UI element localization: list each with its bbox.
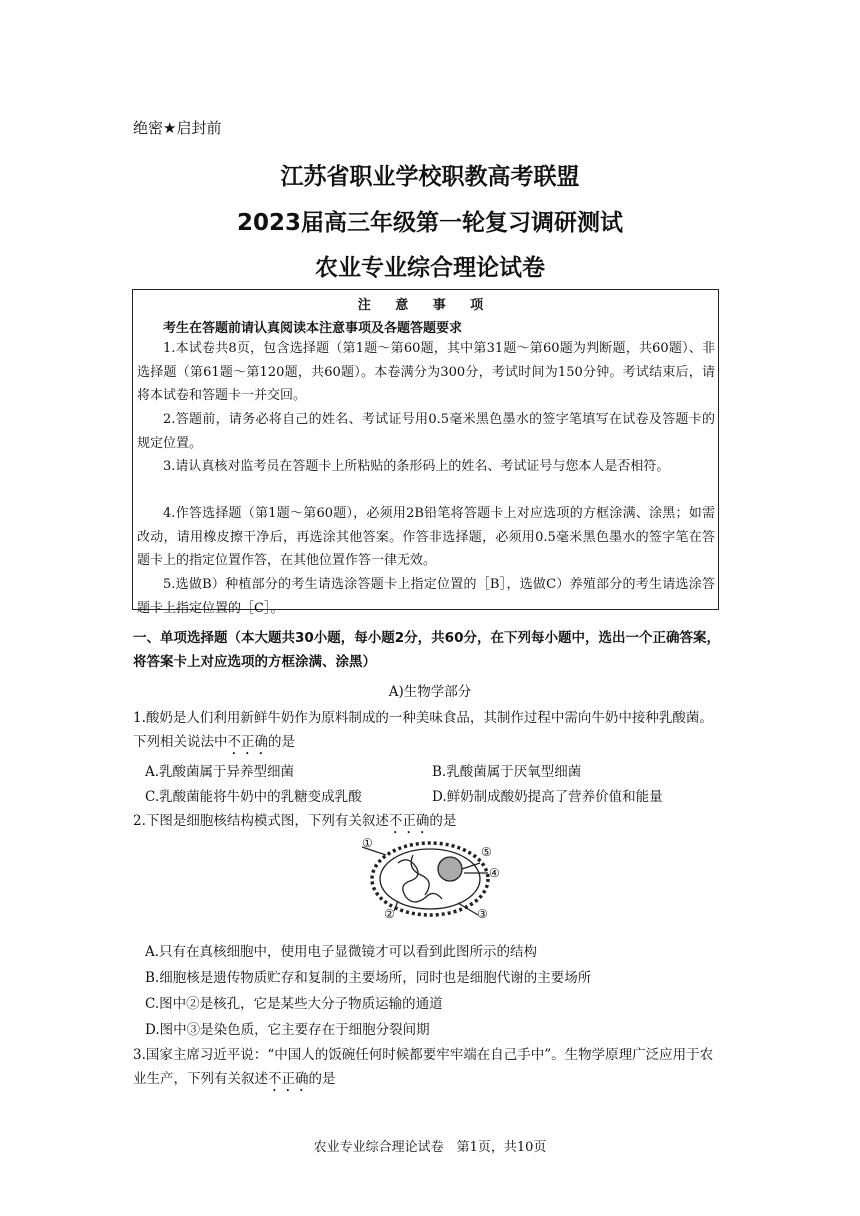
title-line-2: 2023届高三年级第一轮复习调研测试 — [236, 210, 623, 236]
notice-heading: 注 意 事 项 — [357, 298, 494, 313]
notice-item-1: 1.本试卷共8页，包含选择题（第1题～第60题，其中第31题～第60题为判断题，共60题）、非选择题（第61题～第120题，共60题）。本卷满分为300分，考试时间为150分钟。考试结束后，请将本试卷和答题卡一并交回。 — [137, 341, 715, 403]
question-2-option-b: B.细胞核是遗传物质贮存和复制的主要场所，同时也是细胞代谢的主要场所 — [145, 970, 592, 986]
question-2-option-a: A.只有在真核细胞中，使用电子显微镜才可以看到此图所示的结构 — [145, 944, 538, 960]
label-1: ① — [362, 836, 373, 850]
question-1-option-b: B.乳酸菌属于厌氧型细菌 — [432, 764, 582, 780]
part-heading: A)生物学部分 — [388, 684, 472, 700]
question-1-option-c: C.乳酸菌能将牛奶中的乳糖变成乳酸 — [145, 789, 362, 805]
notice-item-5: 5.选做B）种植部分的考生请选涂答题卡上指定位置的［B］，选做C）养殖部分的考生请选涂答题卡上指定位置的［C］。 — [137, 577, 715, 616]
title-line-1: 江苏省职业学校职教高考联盟 — [280, 164, 580, 190]
label-5: ⑤ — [481, 845, 492, 859]
notice-item-2: 2.答题前，请务必将自己的姓名、考试证号用0.5毫米黑色墨水的签字笔填写在试卷及答题卡的规定位置。 — [137, 412, 715, 451]
notice-item-4: 4.作答选择题（第1题～第60题），必须用2B铅笔将答题卡上对应选项的方框涂满、涂黑；如需改动，请用橡皮擦干净后，再选涂其他答案。作答非选择题，必须用0.5毫米黑色墨水的签字笔在答题卡上的指定位置作答，在其他位置作答一律无效。 — [137, 506, 715, 568]
notice-item-3: 3.请认真核对监考员在答题卡上所粘贴的条形码上的姓名、考试证号与您本人是否相符。 — [163, 459, 670, 474]
label-2: ② — [384, 907, 395, 921]
question-1-option-d: D.鲜奶制成酸奶提高了营养价值和能量 — [432, 789, 663, 805]
question-1-option-a: A.乳酸菌属于异养型细菌 — [145, 764, 295, 780]
question-2-option-d: D.图中③是染色质，它主要存在于细胞分裂间期 — [145, 1022, 430, 1038]
question-2-stem: 2.下图是细胞核结构模式图，下列有关叙述不正确的是 — [133, 813, 457, 829]
nuclear-envelope-outer — [372, 843, 488, 915]
page-footer: 农业专业综合理论试卷 第1页，共10页 — [313, 1140, 547, 1155]
nucleolus — [438, 857, 462, 881]
label-4: ④ — [489, 866, 500, 880]
question-1-stem: 1.酸奶是人们利用新鲜牛奶作为原料制成的一种美味食品，其制作过程中需向牛奶中接种乳酸菌。下列相关说法中不正确的是 — [133, 710, 713, 750]
nuclear-envelope-inner — [380, 849, 480, 909]
section-heading: 一、单项选择题（本大题共30小题，每小题2分，共60分，在下列每小题中，选出一个正确答案，将答案卡上对应选项的方框涂满、涂黑） — [133, 630, 720, 670]
question-3-stem: 3.国家主席习近平说：“中国人的饭碗任何时候都要牢牢端在自己手中”。生物学原理广泛应用于农业生产，下列有关叙述不正确的是 — [133, 1047, 714, 1087]
confidential-mark: 绝密★启封前 — [133, 119, 222, 137]
label-3: ③ — [477, 907, 488, 921]
question-2-option-c: C.图中②是核孔，它是某些大分子物质运输的通道 — [145, 996, 443, 1012]
notice-subheading: 考生在答题前请认真阅读本注意事项及各题答题要求 — [163, 321, 463, 336]
title-line-3: 农业专业综合理论试卷 — [315, 255, 545, 281]
emphasis-text: 不正确 — [227, 734, 268, 750]
emphasis-text: 不正确 — [388, 813, 430, 829]
chromatin-strand — [398, 860, 442, 902]
emphasis-text: 不正确 — [268, 1071, 309, 1087]
notice-box — [132, 289, 719, 616]
chromatin-strand — [411, 855, 429, 895]
